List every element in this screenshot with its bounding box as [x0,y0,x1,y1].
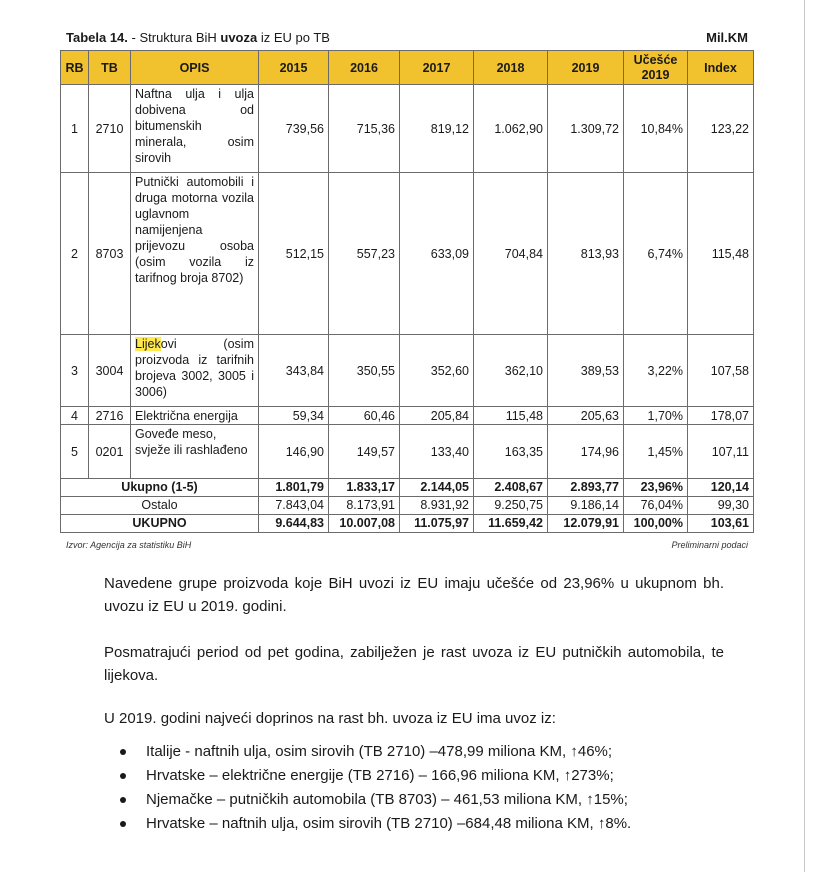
header-opis: OPIS [131,51,259,85]
cell-2018: 362,10 [474,335,548,407]
table-row [61,407,754,425]
cell-2017: 8.931,92 [400,497,474,515]
cell-2016: 10.007,08 [329,515,400,533]
cell-index: 107,58 [688,335,754,407]
cell-2019: 12.079,91 [548,515,624,533]
cell-2016: 149,57 [329,425,400,479]
cell-2017: 352,60 [400,335,474,407]
header-2015: 2015 [259,51,329,85]
cell-2016: 557,23 [329,173,400,335]
cell-2017: 205,84 [400,407,474,425]
cell-rb: 1 [61,85,89,173]
cell-2018: 704,84 [474,173,548,335]
table-caption [66,30,748,45]
cell-opis: Lijekovi (osim proizvoda iz tarifnih brojeva 3002, 3005 i 3006) [131,335,259,407]
cell-tb: 3004 [89,335,131,407]
list-item: Njemačke – putničkih automobila (TB 8703) – 461,53 miliona KM, ↑15%; [146,788,766,812]
header-2017: 2017 [400,51,474,85]
cell-tb: 2716 [89,407,131,425]
cell-index: 120,14 [688,479,754,497]
cell-2016: 350,55 [329,335,400,407]
cell-2016: 1.833,17 [329,479,400,497]
header-tb: TB [89,51,131,85]
table-row [61,85,754,173]
total-label: UKUPNO [61,515,259,533]
contribution-list [104,740,766,836]
cell-tb: 0201 [89,425,131,479]
paragraph-contribution: U 2019. godini najveći doprinos na rast bh. uvoza iz EU ima uvoz iz: [104,710,556,727]
header-share: Učešće 2019 [624,51,688,85]
cell-opis: Goveđe meso, svježe ili rashlađeno [131,425,259,479]
cell-2015: 1.801,79 [259,479,329,497]
cell-2017: 133,40 [400,425,474,479]
paragraph-growth: Posmatrajući period od pet godina, zabilježen je rast uvoza iz EU putničkih automobila, te lijekova. [104,644,724,684]
cell-share: 100,00% [624,515,688,533]
cell-opis: Putnički automobili i druga motorna vozila uglavnom namijenjena prijevozu osoba (osim vozila iz tarifnog broja 8702) [131,173,259,335]
subtotal-label: Ukupno (1-5) [61,479,259,497]
cell-2015: 512,15 [259,173,329,335]
preliminary-note: Preliminarni podaci [671,540,748,550]
header-rb: RB [61,51,89,85]
source-note: Izvor: Agencija za statistiku BiH [66,540,192,550]
total-row [61,515,754,533]
cell-2015: 9.644,83 [259,515,329,533]
cell-tb: 2710 [89,85,131,173]
unit-label: Mil.KM [706,30,748,45]
cell-2015: 7.843,04 [259,497,329,515]
table-title: Tabela 14. - Struktura BiH uvoza iz EU po TB [66,30,330,45]
cell-2018: 163,35 [474,425,548,479]
cell-2019: 389,53 [548,335,624,407]
table-row [61,335,754,407]
cell-2016: 60,46 [329,407,400,425]
cell-share: 1,45% [624,425,688,479]
cell-2017: 633,09 [400,173,474,335]
cell-rb: 4 [61,407,89,425]
cell-rb: 2 [61,173,89,335]
subtotal-row [61,479,754,497]
cell-opis: Naftna ulja i ulja dobivena od bitumenskih minerala, osim sirovih [131,85,259,173]
other-label: Ostalo [61,497,259,515]
page-edge [804,0,805,872]
cell-2018: 11.659,42 [474,515,548,533]
header-2019: 2019 [548,51,624,85]
cell-2019: 1.309,72 [548,85,624,173]
cell-index: 123,22 [688,85,754,173]
cell-2015: 146,90 [259,425,329,479]
cell-index: 115,48 [688,173,754,335]
cell-index: 107,11 [688,425,754,479]
cell-share: 3,22% [624,335,688,407]
cell-2016: 8.173,91 [329,497,400,515]
cell-2015: 59,34 [259,407,329,425]
other-row [61,497,754,515]
cell-2019: 2.893,77 [548,479,624,497]
header-2018: 2018 [474,51,548,85]
cell-index: 103,61 [688,515,754,533]
cell-2015: 343,84 [259,335,329,407]
table-row [61,173,754,335]
cell-2015: 739,56 [259,85,329,173]
cell-2017: 819,12 [400,85,474,173]
header-2016: 2016 [329,51,400,85]
cell-opis: Električna energija [131,407,259,425]
cell-2019: 205,63 [548,407,624,425]
cell-share: 10,84% [624,85,688,173]
cell-rb: 5 [61,425,89,479]
list-item: Hrvatske – električne energije (TB 2716) – 166,96 miliona KM, ↑273%; [146,764,766,788]
list-item: Italije - naftnih ulja, osim sirovih (TB 2710) –478,99 miliona KM, ↑46%; [146,740,766,764]
cell-2019: 813,93 [548,173,624,335]
cell-share: 76,04% [624,497,688,515]
header-index: Index [688,51,754,85]
cell-2018: 115,48 [474,407,548,425]
cell-rb: 3 [61,335,89,407]
cell-2018: 2.408,67 [474,479,548,497]
cell-2019: 9.186,14 [548,497,624,515]
cell-index: 178,07 [688,407,754,425]
table-row [61,425,754,479]
cell-2018: 1.062,90 [474,85,548,173]
cell-2019: 174,96 [548,425,624,479]
search-highlight: Lijek [135,337,161,351]
cell-2016: 715,36 [329,85,400,173]
paragraph-share: Navedene grupe proizvoda koje BiH uvozi iz EU imaju učešće od 23,96% u ukupnom bh. uvozu iz EU u 2019. godini. [104,575,724,615]
cell-share: 1,70% [624,407,688,425]
header-row [61,51,754,85]
table-notes [66,540,748,550]
cell-2017: 2.144,05 [400,479,474,497]
cell-index: 99,30 [688,497,754,515]
import-structure-table [60,50,754,533]
cell-share: 23,96% [624,479,688,497]
list-item: Hrvatske – naftnih ulja, osim sirovih (TB 2710) –684,48 miliona KM, ↑8%. [146,812,766,836]
cell-tb: 8703 [89,173,131,335]
cell-2018: 9.250,75 [474,497,548,515]
cell-2017: 11.075,97 [400,515,474,533]
cell-share: 6,74% [624,173,688,335]
